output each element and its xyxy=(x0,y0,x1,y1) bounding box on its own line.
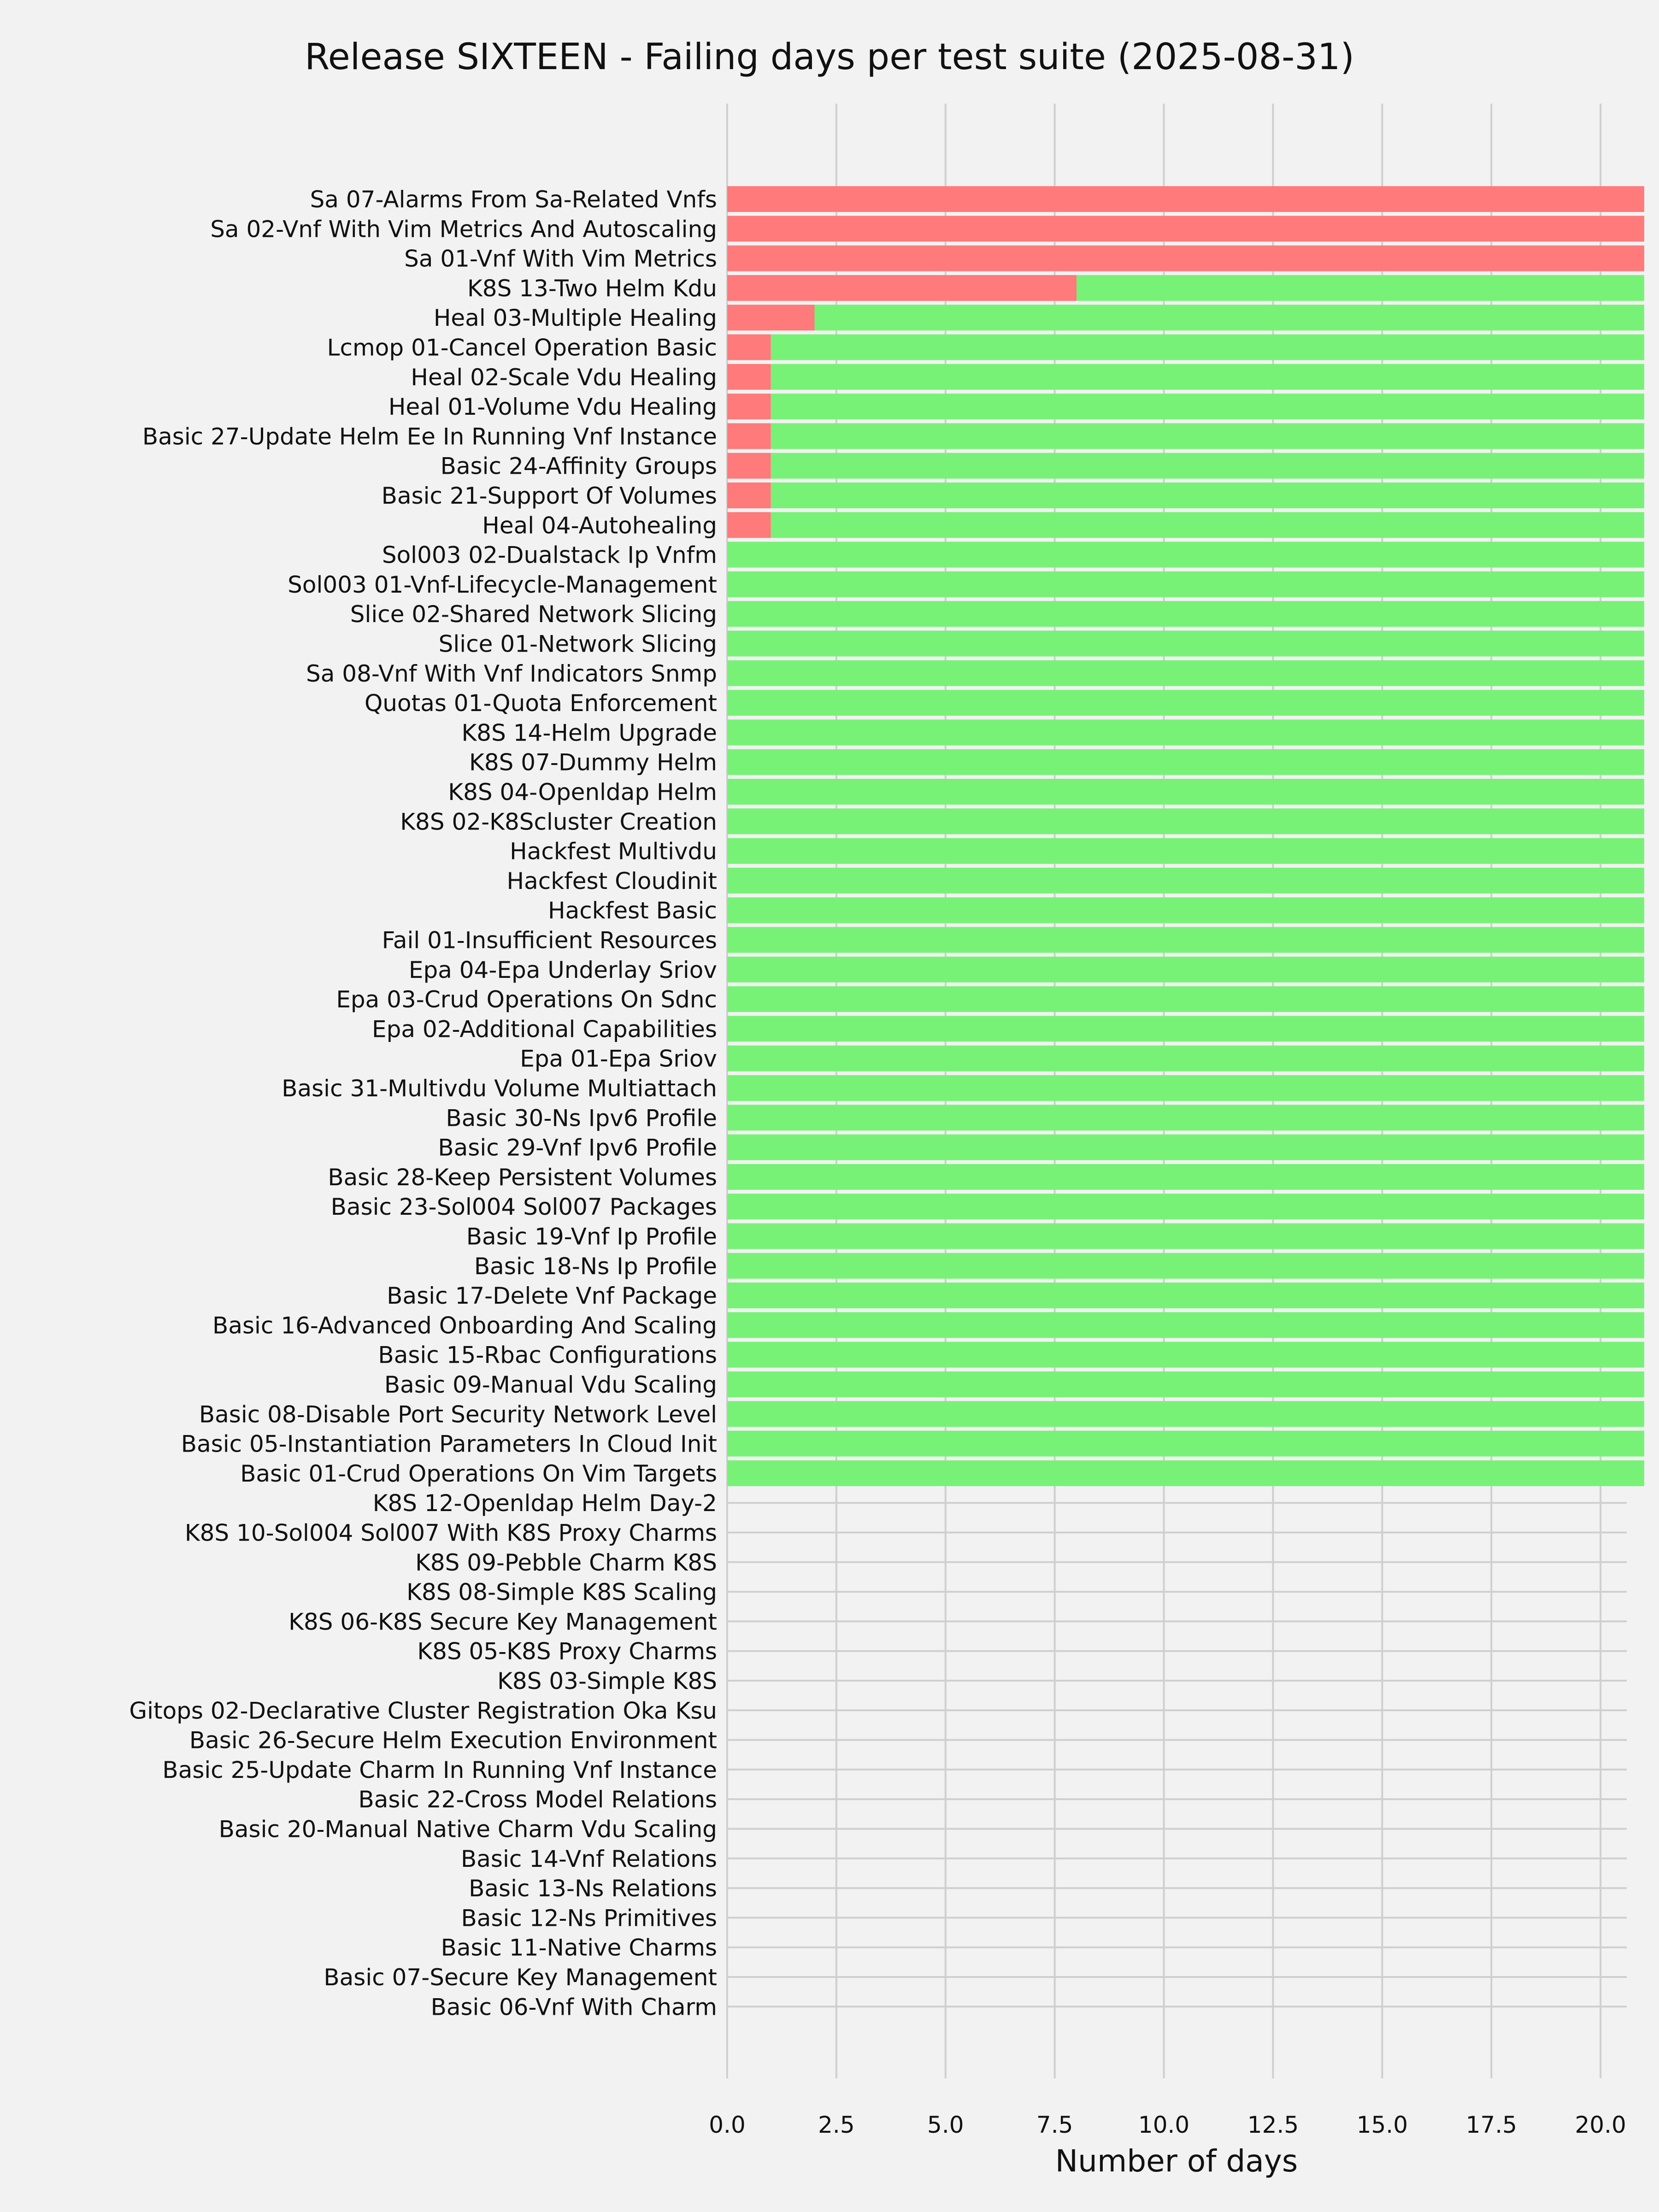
x-tick-label: 7.5 xyxy=(1036,2112,1073,2138)
bar-failing xyxy=(727,423,771,449)
bar-failing xyxy=(727,275,1077,301)
bar-failing xyxy=(727,512,771,538)
bar-passing xyxy=(727,719,1644,745)
bar-failing xyxy=(727,186,1644,212)
y-tick-label: Basic 22-Cross Model Relations xyxy=(358,1786,717,1813)
bar-passing xyxy=(727,1253,1644,1279)
bar-passing xyxy=(727,1224,1644,1249)
bar-passing xyxy=(727,838,1644,864)
bar-failing xyxy=(727,453,771,479)
y-tick-label: Slice 02-Shared Network Slicing xyxy=(350,601,717,628)
bar-failing xyxy=(727,364,771,390)
chart-title: Release SIXTEEN - Failing days per test suite (2025-08-31) xyxy=(305,36,1354,78)
y-tick-label: Sa 08-Vnf With Vnf Indicators Snmp xyxy=(306,660,717,687)
x-axis-label: Number of days xyxy=(1055,2143,1298,2179)
y-tick-label: Basic 30-Ns Ipv6 Profile xyxy=(446,1105,717,1132)
y-tick-label: Epa 04-Epa Underlay Sriov xyxy=(408,956,717,983)
y-tick-label: Heal 03-Multiple Healing xyxy=(433,305,717,332)
y-tick-label: Basic 17-Delete Vnf Package xyxy=(387,1282,717,1310)
y-tick-label: Hackfest Basic xyxy=(548,897,717,924)
y-tick-label: Basic 06-Vnf With Charm xyxy=(430,1994,717,2021)
y-tick-label: K8S 12-Openldap Helm Day-2 xyxy=(372,1490,717,1517)
y-tick-label: Sa 02-Vnf With Vim Metrics And Autoscaling xyxy=(210,216,717,243)
bar-passing xyxy=(727,542,1644,568)
bar-passing xyxy=(727,957,1644,982)
y-tick-label: K8S 09-Pebble Charm K8S xyxy=(415,1549,717,1576)
y-tick-label: Basic 09-Manual Vdu Scaling xyxy=(384,1371,717,1398)
bar-passing xyxy=(771,364,1644,390)
bar-passing xyxy=(727,1342,1644,1368)
x-tick-label: 0.0 xyxy=(709,2112,746,2138)
y-tick-label: Slice 01-Network Slicing xyxy=(438,630,717,658)
bar-passing xyxy=(727,601,1644,627)
y-tick-label: K8S 10-Sol004 Sol007 With K8S Proxy Charms xyxy=(184,1519,717,1547)
bar-passing xyxy=(727,660,1644,686)
y-tick-label: Basic 07-Secure Key Management xyxy=(324,1964,717,1991)
bar-failing xyxy=(727,305,815,330)
category-labels xyxy=(129,186,717,2020)
bar-passing xyxy=(727,1401,1644,1427)
y-tick-label: Sa 07-Alarms From Sa-Related Vnfs xyxy=(310,186,717,213)
bar-passing xyxy=(771,482,1644,508)
bar-failing xyxy=(727,394,771,419)
bar-passing xyxy=(727,749,1644,775)
y-tick-label: K8S 13-Two Helm Kdu xyxy=(467,275,717,302)
bar-passing xyxy=(727,1075,1644,1101)
x-tick-label: 10.0 xyxy=(1138,2112,1190,2138)
y-tick-label: Heal 01-Volume Vdu Healing xyxy=(388,394,717,421)
y-tick-label: Sa 01-Vnf With Vim Metrics xyxy=(404,245,717,272)
y-tick-label: Fail 01-Insufficient Resources xyxy=(382,927,717,954)
y-tick-label: Heal 02-Scale Vdu Healing xyxy=(411,364,717,391)
y-tick-label: Basic 13-Ns Relations xyxy=(469,1875,717,1902)
bar-passing xyxy=(727,897,1644,923)
y-tick-label: Basic 16-Advanced Onboarding And Scaling xyxy=(212,1312,717,1339)
bar-passing xyxy=(727,986,1644,1012)
y-tick-label: Basic 19-Vnf Ip Profile xyxy=(466,1223,717,1250)
bar-passing xyxy=(727,1312,1644,1338)
bar-failing xyxy=(727,482,771,508)
bar-passing xyxy=(727,571,1644,597)
x-tick-label: 12.5 xyxy=(1247,2112,1299,2138)
bar-passing xyxy=(727,1135,1644,1160)
y-tick-label: Sol003 02-Dualstack Ip Vnfm xyxy=(382,541,717,569)
x-tick-label: 15.0 xyxy=(1356,2112,1408,2138)
bar-passing xyxy=(771,394,1644,419)
bar-passing xyxy=(727,1194,1644,1219)
y-tick-label: Basic 20-Manual Native Charm Vdu Scaling xyxy=(218,1816,717,1843)
bar-passing xyxy=(815,305,1644,330)
y-tick-label: K8S 04-Openldap Helm xyxy=(448,779,717,806)
y-tick-label: Basic 27-Update Helm Ee In Running Vnf Instance xyxy=(142,423,717,450)
bar-failing xyxy=(727,246,1644,271)
bar-passing xyxy=(727,868,1644,894)
y-tick-label: Heal 04-Autohealing xyxy=(482,512,717,539)
bar-passing xyxy=(771,453,1644,479)
bar-passing xyxy=(771,423,1644,449)
y-tick-label: Basic 15-Rbac Configurations xyxy=(378,1341,717,1369)
bar-passing xyxy=(727,631,1644,657)
x-tick-label: 20.0 xyxy=(1575,2112,1626,2138)
y-tick-label: Basic 11-Native Charms xyxy=(441,1934,717,1961)
bar-passing xyxy=(727,1164,1644,1190)
y-tick-label: Sol003 01-Vnf-Lifecycle-Management xyxy=(288,571,717,598)
bar-passing xyxy=(727,1046,1644,1071)
y-tick-label: Hackfest Cloudinit xyxy=(506,867,717,894)
x-tick-label: 17.5 xyxy=(1465,2112,1517,2138)
bar-passing xyxy=(727,690,1644,716)
y-tick-label: Basic 18-Ns Ip Profile xyxy=(474,1253,717,1280)
bar-passing xyxy=(727,779,1644,805)
y-tick-label: Epa 03-Crud Operations On Sdnc xyxy=(336,986,717,1013)
y-tick-label: K8S 08-Simple K8S Scaling xyxy=(406,1579,717,1606)
bar-passing xyxy=(1077,275,1644,301)
y-tick-label: Lcmop 01-Cancel Operation Basic xyxy=(327,334,717,361)
y-tick-label: K8S 14-Helm Upgrade xyxy=(461,719,717,747)
y-tick-label: K8S 07-Dummy Helm xyxy=(469,749,717,776)
y-tick-label: K8S 02-K8Scluster Creation xyxy=(400,808,717,835)
y-tick-label: Basic 05-Instantiation Parameters In Cloud Init xyxy=(181,1430,717,1458)
y-tick-label: Basic 23-Sol004 Sol007 Packages xyxy=(330,1194,717,1221)
bar-passing xyxy=(771,512,1644,538)
bar-passing xyxy=(727,1371,1644,1397)
bar-passing xyxy=(771,335,1644,360)
y-tick-label: Basic 25-Update Charm In Running Vnf Instance xyxy=(162,1756,717,1783)
y-tick-label: Basic 26-Secure Helm Execution Environment xyxy=(189,1727,717,1754)
bars xyxy=(727,186,1644,1486)
y-tick-label: Basic 24-Affinity Groups xyxy=(440,453,717,480)
y-tick-label: K8S 05-K8S Proxy Charms xyxy=(417,1638,717,1665)
bar-passing xyxy=(727,1016,1644,1041)
y-tick-label: K8S 06-K8S Secure Key Management xyxy=(288,1608,717,1635)
y-tick-label: Gitops 02-Declarative Cluster Registration Oka Ksu xyxy=(129,1697,717,1724)
y-tick-label: Epa 02-Additional Capabilities xyxy=(372,1016,717,1043)
y-tick-label: Basic 01-Crud Operations On Vim Targets xyxy=(240,1460,717,1487)
y-tick-label: Basic 14-Vnf Relations xyxy=(460,1845,717,1872)
y-tick-label: Basic 29-Vnf Ipv6 Profile xyxy=(438,1134,717,1161)
bar-passing xyxy=(727,1105,1644,1130)
y-tick-label: Basic 21-Support Of Volumes xyxy=(381,482,717,509)
x-tick-label: 2.5 xyxy=(818,2112,855,2138)
x-tick-labels xyxy=(709,2112,1626,2138)
bar-passing xyxy=(727,1282,1644,1308)
bar-passing xyxy=(727,808,1644,834)
y-tick-label: Hackfest Multivdu xyxy=(510,838,717,865)
bar-passing xyxy=(727,1431,1644,1457)
y-tick-label: Basic 31-Multivdu Volume Multiattach xyxy=(282,1075,717,1102)
y-tick-label: Quotas 01-Quota Enforcement xyxy=(364,690,717,717)
bar-passing xyxy=(727,1460,1644,1486)
bar-failing xyxy=(727,216,1644,241)
x-tick-label: 5.0 xyxy=(927,2112,964,2138)
y-tick-label: Basic 08-Disable Port Security Network Level xyxy=(199,1401,717,1428)
y-tick-label: K8S 03-Simple K8S xyxy=(497,1668,717,1694)
y-tick-label: Epa 01-Epa Sriov xyxy=(520,1045,717,1072)
bar-passing xyxy=(727,927,1644,953)
bar-failing xyxy=(727,335,771,360)
y-tick-label: Basic 28-Keep Persistent Volumes xyxy=(328,1164,717,1191)
y-tick-label: Basic 12-Ns Primitives xyxy=(461,1905,717,1932)
